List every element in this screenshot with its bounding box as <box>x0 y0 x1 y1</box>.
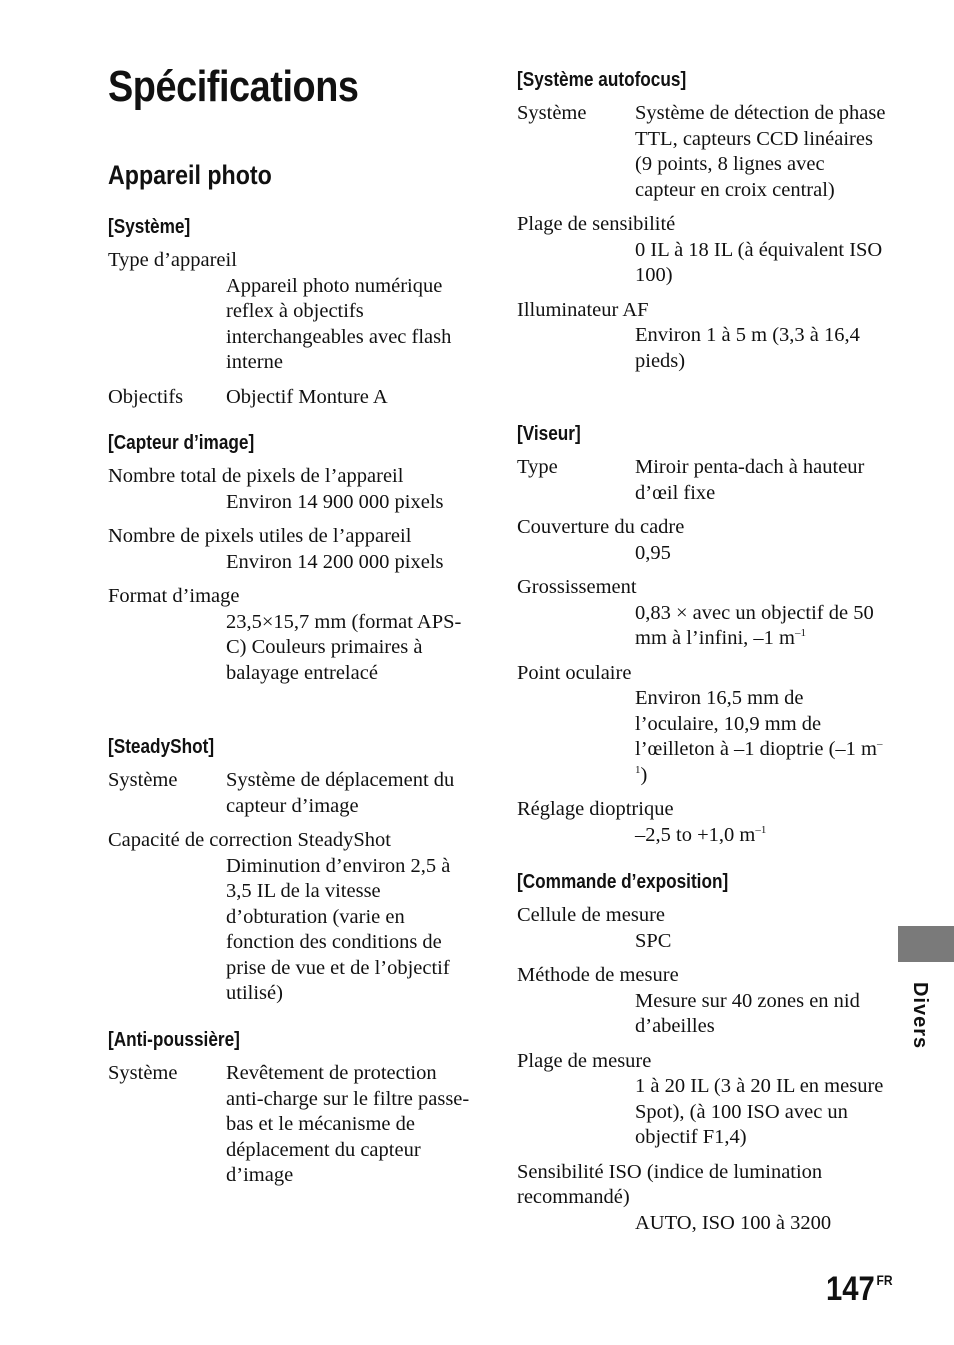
section-heading: [Viseur] <box>517 423 581 445</box>
section-heading: [Système] <box>108 216 191 238</box>
spec-row-point-oculaire <box>517 661 887 789</box>
spec-value <box>517 686 887 788</box>
spec-label: Type <box>517 456 558 478</box>
spec-value: Environ 14 900 000 pixels <box>226 490 444 513</box>
spec-value: AUTO, ISO 100 à 3200 <box>635 1211 832 1234</box>
spec-label: Nombre total de pixels de l’appareil <box>108 465 404 487</box>
section-capteur-image <box>108 430 478 695</box>
spec-value: 0 IL à 18 IL (à équivalent ISO 100) <box>635 238 883 286</box>
spec-label: Format d’image <box>108 585 240 607</box>
spec-row-viseur-type <box>517 455 887 506</box>
spec-row-couverture <box>517 515 887 566</box>
spec-value-tail: ) <box>640 763 648 786</box>
spec-value-text: –2,5 to +1,0 m <box>635 823 756 846</box>
chapter-tab-marker <box>898 926 954 962</box>
spec-label: Système <box>517 102 587 124</box>
spec-row-objectifs <box>108 385 478 411</box>
section-steadyshot <box>108 734 478 1016</box>
spec-value: 1 à 20 IL (3 à 20 IL en mesure Spot), (à 100 ISO avec un objectif F1,4) <box>635 1075 884 1148</box>
spec-label: Point oculaire <box>517 661 632 684</box>
spec-row-anti-poussiere-systeme <box>108 1061 478 1189</box>
page-language-suffix: FR <box>876 1272 893 1288</box>
spec-row-pixels-utiles <box>108 524 478 575</box>
section-autofocus <box>517 67 887 383</box>
spec-value: 23,5×15,7 mm (format APS-C) Couleurs primaires à balayage entrelacé <box>226 610 462 684</box>
spec-label: Couverture du cadre <box>517 516 685 538</box>
section-heading: [SteadyShot] <box>108 736 215 758</box>
spec-label: Objectifs <box>108 385 184 408</box>
spec-row-steadyshot-systeme <box>108 768 478 819</box>
spec-value: SPC <box>635 929 672 952</box>
section-title-appareil-photo: Appareil photo <box>108 160 272 190</box>
superscript: –1 <box>635 738 883 776</box>
spec-row-plage-mesure <box>517 1049 887 1151</box>
spec-label: Système <box>108 1062 178 1084</box>
spec-row-reglage-dioptrique <box>517 797 887 848</box>
spec-row-methode-mesure <box>517 963 887 1040</box>
spec-value: Environ 14 200 000 pixels <box>226 550 444 573</box>
spec-label: Nombre de pixels utiles de l’appareil <box>108 525 412 547</box>
section-heading: [Capteur d’image] <box>108 432 255 454</box>
spec-value: Revêtement de protection anti-charge sur le filtre passe-bas et le mécanisme de déplacement du capteur d’image <box>226 1062 470 1186</box>
spec-value: Miroir penta-dach à hauteur d’œil fixe <box>635 456 865 504</box>
spec-label: Grossissement <box>517 576 637 598</box>
section-systeme <box>108 214 478 419</box>
spec-row-format-image <box>108 584 478 686</box>
spec-row-sensibilite-iso <box>517 1160 887 1237</box>
spec-label: Illuminateur AF <box>517 298 649 321</box>
spec-value: Environ 1 à 5 m (3,3 à 16,4 pieds) <box>635 324 860 372</box>
spec-value: Système de déplacement du capteur d’image <box>226 769 455 817</box>
spec-label: Réglage dioptrique <box>517 798 674 820</box>
spec-value <box>517 823 887 849</box>
spec-label: Sensibilité ISO (indice de lumination recommandé) <box>517 1160 823 1208</box>
section-anti-poussiere <box>108 1027 478 1198</box>
section-heading: [Anti-poussière] <box>108 1029 240 1051</box>
spec-row-correction <box>108 828 478 1007</box>
spec-value: Diminution d’environ 2,5 à 3,5 IL de la vitesse d’obturation (varie en fonction des conditions de prise de vue et de l’objectif utilisé) <box>226 854 451 1004</box>
spec-row-type-appareil <box>108 248 478 376</box>
spec-row-plage-sensibilite <box>517 212 887 289</box>
spec-value-text: Environ 16,5 mm de l’oculaire, 10,9 mm de l’œilleton à –1 dioptrie (–1 m <box>635 687 877 760</box>
spec-label: Capacité de correction SteadyShot <box>108 829 391 851</box>
spec-value-text: 0,83 × avec un objectif de 50 mm à l’infini, –1 m <box>635 601 874 649</box>
spec-row-cellule-mesure <box>517 903 887 954</box>
spec-value <box>517 601 887 652</box>
chapter-tab-label: Divers <box>909 982 931 1050</box>
spec-label: Méthode de mesure <box>517 964 679 986</box>
page-number <box>826 1270 893 1309</box>
spec-value: Système de détection de phase TTL, capteurs CCD linéaires (9 points, 8 lignes avec capteur en croix central) <box>635 102 886 201</box>
spec-value: Objectif Monture A <box>226 385 388 408</box>
page-number-value: 147 <box>826 1270 875 1308</box>
superscript: –1 <box>795 627 806 640</box>
spec-label: Plage de mesure <box>517 1049 652 1072</box>
section-heading: [Commande d’exposition] <box>517 871 729 893</box>
spec-label: Système <box>108 769 178 791</box>
spec-row-grossissement <box>517 575 887 652</box>
section-heading: [Système autofocus] <box>517 69 687 91</box>
superscript: –1 <box>755 823 767 836</box>
section-viseur <box>517 421 887 857</box>
section-commande-exposition <box>517 869 887 1245</box>
spec-row-illuminateur-af <box>517 298 887 375</box>
spec-row-af-systeme <box>517 101 887 203</box>
spec-value: 0,95 <box>635 541 671 564</box>
page-title: Spécifications <box>108 62 359 111</box>
spec-value: Appareil photo numérique reflex à objectifs interchangeables avec flash interne <box>226 274 452 373</box>
spec-row-pixels-total <box>108 464 478 515</box>
spec-label: Cellule de mesure <box>517 904 666 926</box>
spec-label: Plage de sensibilité <box>517 213 676 235</box>
spec-value: Mesure sur 40 zones en nid d’abeilles <box>635 989 860 1037</box>
spec-label: Type d’appareil <box>108 249 237 271</box>
